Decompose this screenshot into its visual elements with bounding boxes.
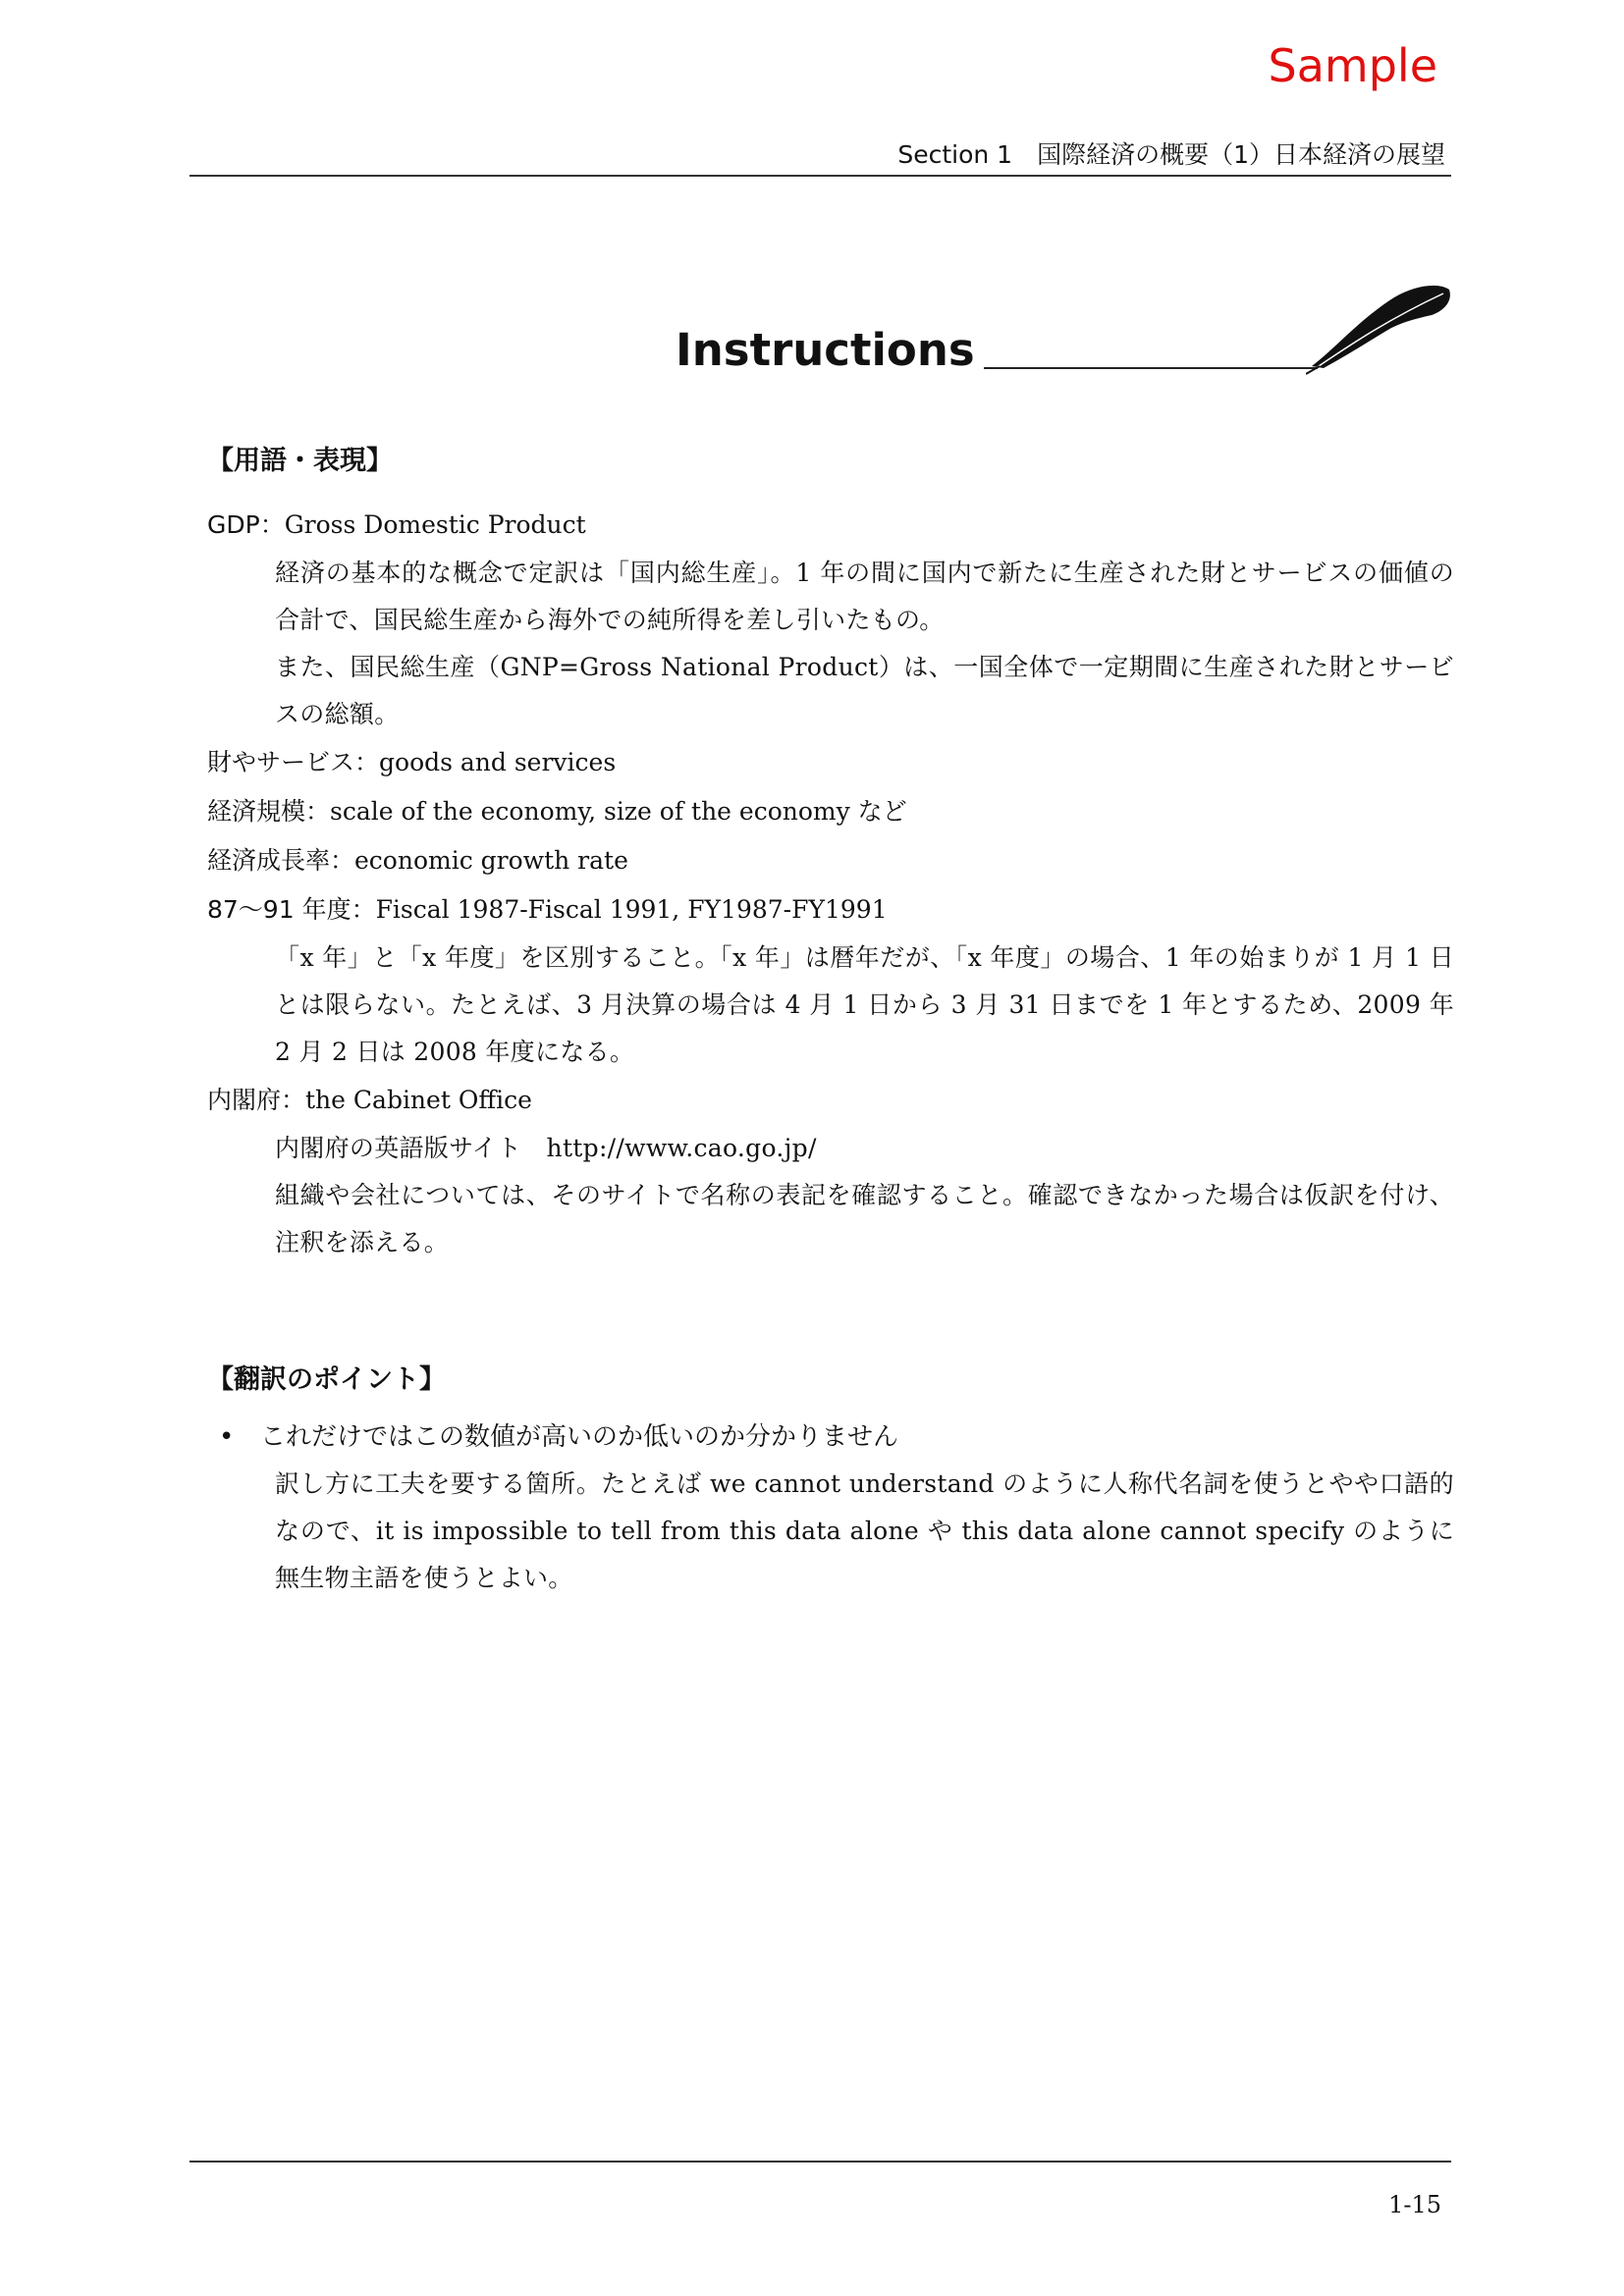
translation-point [207,1414,1454,1602]
term-gloss: Fiscal 1987-Fiscal 1991, FY1987-FY1991 [375,895,888,924]
quill-pen-icon [1306,280,1453,378]
term-gloss: Gross Domestic Product [284,510,586,539]
page-content [207,442,1454,1602]
title-underline [984,367,1318,369]
bullet-icon: • [219,1422,235,1452]
term-note: 「x 年」と「x 年度」を区別すること。「x 年」は暦年だが、「x 年度」の場合、1 年の始まりが 1 月 1 日とは限らない。たとえば、3 月決算の場合は 4 月 1 日から 3 月 31 日までを 1 年とするため、2009 年 2 月 2 日は 2008 年度になる。 [275,943,1454,1066]
term-entry-cabinet-office [207,1076,1454,1266]
term-entry-growth-rate [207,836,1454,885]
term-label: 経済成長率： [207,846,355,875]
term-note: 内閣府の英語版サイト http://www.cao.go.jp/ [275,1134,817,1162]
term-label: 経済規模： [207,797,331,826]
terms-heading: 【用語・表現】 [207,446,393,476]
term-note: 経済の基本的な概念で定訳は「国内総生産」。1 年の間に国内で新たに生産された財とサービスの価値の合計で、国民総生産から海外での純所得を差し引いたもの。 [275,559,1454,634]
term-note: また、国民総生産（GNP=Gross National Product）は、一国全体で一定期間に生産された財とサービスの総額。 [275,653,1454,728]
term-gloss: the Cabinet Office [305,1086,532,1114]
term-gloss: economic growth rate [354,846,628,875]
point-note: 訳し方に工夫を要する箇所。たとえば we cannot understand のように人称代名詞を使うとやや口語的なので、it is impossible to tell from this data alone や this data alone cannot specify のように無生物主語を使うとよい。 [275,1469,1454,1592]
term-entry-fiscal-year [207,885,1454,1076]
term-gloss: goods and services [379,748,617,776]
term-entry-economy-scale [207,787,1454,836]
term-entry-goods-services [207,738,1454,787]
term-gloss: scale of the economy, size of the economy など [330,797,907,826]
sample-watermark: Sample [1268,39,1437,92]
page-title: Instructions [676,324,975,376]
page-number: 1-15 [1388,2191,1441,2218]
point-text: これだけではこの数値が高いのか低いのか分かりません [260,1422,899,1452]
footer-rule [189,2161,1451,2163]
term-label: 財やサービス： [207,748,380,776]
running-header: Section 1 国際経済の概要（1）日本経済の展望 [897,140,1445,169]
term-entry-gdp [207,501,1454,738]
translation-points-heading: 【翻訳のポイント】 [207,1364,446,1395]
term-label: 内閣府： [207,1086,306,1114]
term-label: GDP： [207,510,285,539]
header-rule [189,175,1451,177]
term-label: 87〜91 年度： [207,895,376,924]
term-note: 組織や会社については、そのサイトで名称の表記を確認すること。確認できなかった場合は仮訳を付け、注釈を添える。 [275,1181,1454,1256]
